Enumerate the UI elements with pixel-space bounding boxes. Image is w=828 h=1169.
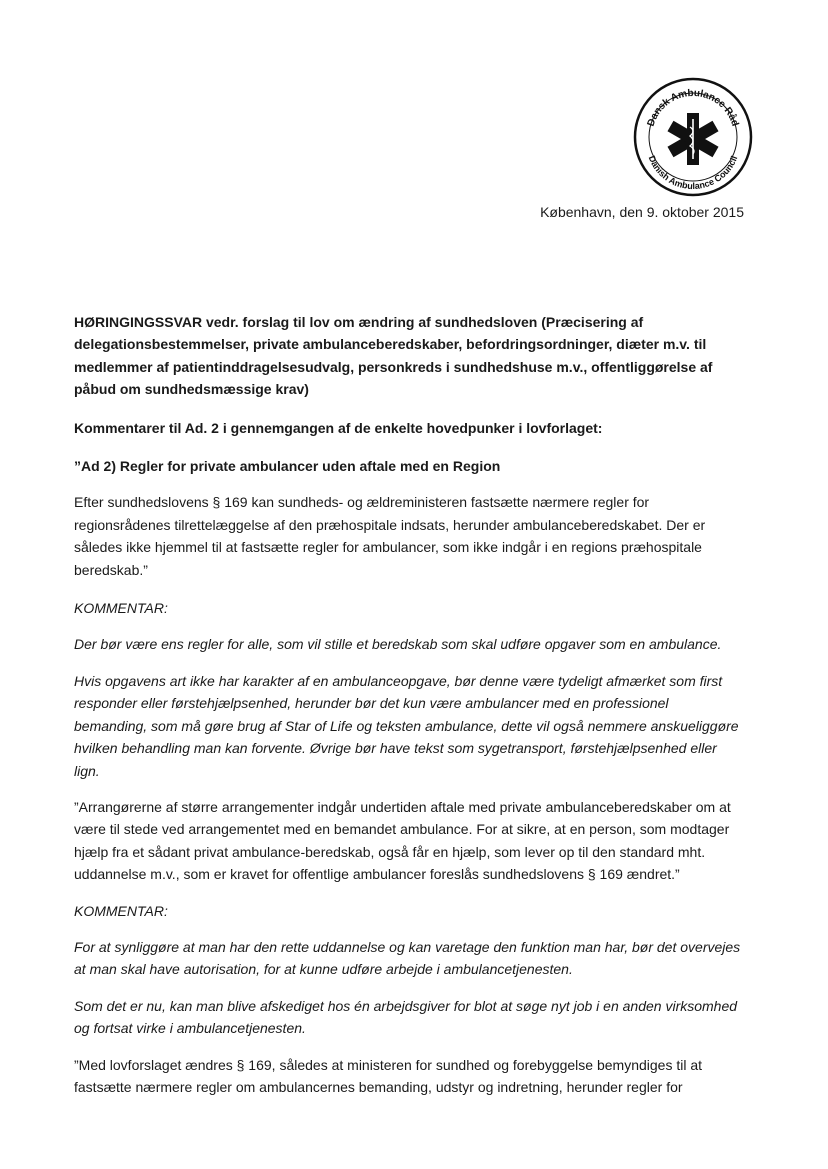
kommentar-label-2: KOMMENTAR:	[74, 902, 168, 919]
document-date: København, den 9. oktober 2015	[540, 204, 744, 220]
quote-paragraph-2: ”Arrangørerne af større arrangementer indgår undertiden aftale med private ambulanceberedskaber om at være til stede ved arrangementet med en bemandet ambulance. For at sikre, at en person, som modtager hjælp fra et sådant privat ambulance-beredskab, også får en hjælp, som lever op til den standard mht. uddannelse m.v., som er kravet for offentlige ambulancer foreslås sundhedslovens § 169 ændret.”	[74, 798, 731, 883]
kommentar-1-paragraph-1: Der bør være ens regler for alle, som vil stille et beredskab som skal udføre opgaver som en ambulance.	[74, 636, 722, 653]
kommentar-label-1: KOMMENTAR:	[74, 600, 168, 617]
logo-text-top: Dansk Ambulance Råd	[645, 87, 741, 128]
kommentar-2-paragraph-1: For at synliggøre at man har den rette uddannelse og kan varetage den funktion man har, bør det overvejes at man skal have autorisation, for at kunne udføre arbejde i ambulancetjenesten.	[74, 938, 741, 978]
letter-heading: HØRINGINGSSVAR vedr. forslag til lov om ændring af sundhedsloven (Præcisering af delegationsbestemmelser, private ambulanceberedskaber, befordringsordninger, diæter m.v. til medlemmer af patientinddragelsesudvalg, personkreds i sundhedshuse m.v., offentliggørelse af påbud om sundhedsmæssige krav)	[74, 314, 713, 398]
dansk-ambulance-raad-logo	[632, 76, 754, 198]
quote-paragraph-1: Efter sundhedslovens § 169 kan sundheds- og ældreministeren fastsætte nærmere regler for regionsrådenes tilrettelæggelse af den præhospitale indsats, herunder ambulanceberedskabet. Der er således ikke hjemmel til at fastsætte regler for ambulancer, som ikke indgår i en regions præhospitale beredskab.”	[74, 494, 706, 578]
kommentar-2-paragraph-2: Som det er nu, kan man blive afskediget hos én arbejdsgiver for blot at søge nyt job i en anden virksomhed og fortsat virke i ambulancetjenesten.	[74, 997, 738, 1037]
kommentar-1-paragraph-2: Hvis opgavens art ikke har karakter af en ambulanceopgave, bør denne være tydeligt afmærket som first responder eller førstehjælpsenhed, herunder bør det kun være ambulancer med en professionel bemanding, som må gøre brug af Star of Life og teksten ambulance, dette vil også nemmere anskueliggøre hvilken behandling man kan forvente. Øvrige bør have tekst som sygetransport, førstehjælpsenhed eller lign.	[74, 672, 739, 779]
logo-text-bottom: Danish Ambulance Council	[646, 154, 740, 192]
quote-paragraph-3: ”Med lovforslaget ændres § 169, således at ministeren for sundhed og forebyggelse bemyndiges til at fastsætte nærmere regler om ambulancernes bemanding, udstyr og indretning, herunder regler for	[74, 1056, 703, 1095]
ad2-title: ”Ad 2) Regler for private ambulancer uden aftale med en Region	[74, 458, 501, 475]
letter-body	[74, 311, 744, 1098]
letter-subheading: Kommentarer til Ad. 2 i gennemgangen af de enkelte hovedpunker i lovforlaget:	[74, 419, 603, 436]
star-of-life-icon	[667, 113, 718, 165]
